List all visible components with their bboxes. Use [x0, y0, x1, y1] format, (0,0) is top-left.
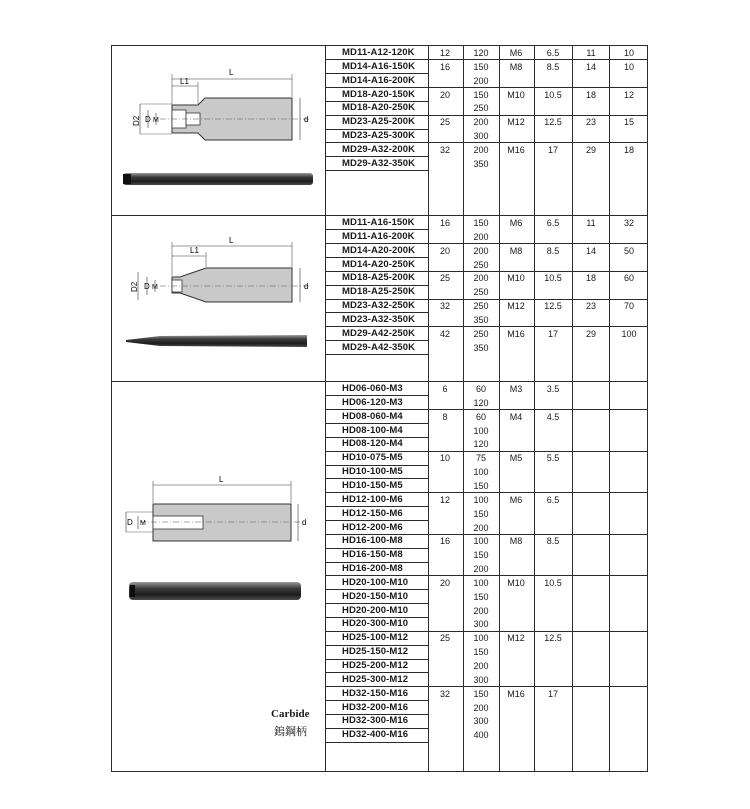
table-row-code: HD32-300-M16 — [342, 715, 409, 727]
table-cell-l: 200 — [473, 273, 489, 284]
table-row-code: MD18-A25-200K — [342, 272, 416, 284]
table-cell-d: 12 — [623, 89, 634, 100]
table-row-code: HD10-075-M5 — [342, 452, 403, 464]
table-cell-l1: 18 — [585, 273, 596, 284]
table-cell-l: 200 — [473, 117, 489, 128]
table-cell-d2: 17 — [547, 688, 558, 699]
table-cell-l1: 29 — [585, 144, 596, 155]
table-row-code: HD20-200-M10 — [342, 604, 409, 616]
table-cell-m: M8 — [509, 245, 523, 256]
table-row-code: HD32-200-M16 — [342, 701, 409, 713]
table-cell-l: 300 — [473, 131, 489, 142]
table-cell-l: 400 — [473, 730, 489, 741]
svg-text:d: d — [304, 115, 309, 124]
table-row-code: HD10-150-M5 — [342, 479, 403, 491]
diagram-md-a-k-large — [126, 236, 310, 347]
table-cell-d2: 10.5 — [544, 273, 562, 284]
table-cell-d2: 12.5 — [544, 301, 562, 312]
table-cell-l1: 11 — [586, 48, 596, 58]
table-cell-l: 350 — [473, 158, 489, 169]
material-caption: Carbide — [271, 708, 310, 720]
table-cell-d2: 8.5 — [546, 61, 560, 72]
table-row-code: MD11-A12-120K — [342, 47, 415, 58]
table-cell-l: 350 — [473, 314, 489, 325]
table-cell-d: 32 — [439, 688, 450, 699]
svg-text:M: M — [152, 284, 158, 291]
table-cell-m: M12 — [507, 117, 525, 128]
table-cell-l: 150 — [473, 508, 489, 519]
table-cell-d: 16 — [439, 61, 450, 72]
row-separator — [326, 742, 428, 743]
table-cell-d: 18 — [623, 144, 634, 155]
group-separator — [428, 87, 648, 88]
table-cell-d: 10 — [623, 48, 634, 58]
diagram-hd-carbide — [126, 475, 306, 600]
table-cell-l: 60 — [475, 411, 486, 422]
table-cell-d: 25 — [439, 633, 450, 644]
table-cell-m: M10 — [507, 89, 525, 100]
table-row-code: HD16-150-M8 — [342, 549, 403, 561]
table-cell-l: 150 — [473, 550, 489, 561]
table-row-code: HD08-060-M4 — [342, 410, 403, 422]
table-cell-d2: 12.5 — [544, 633, 562, 644]
table-cell-d2: 17 — [547, 144, 558, 155]
table-row-code: HD25-100-M12 — [342, 632, 409, 644]
table-cell-l1: 11 — [586, 218, 596, 228]
table-cell-l: 150 — [473, 61, 489, 72]
table-row-code: MD11-A16-200K — [342, 230, 415, 242]
table-cell-l: 200 — [473, 144, 489, 155]
svg-text:L1: L1 — [190, 246, 199, 255]
table-cell-l: 300 — [473, 716, 489, 727]
table-cell-d: 20 — [439, 577, 450, 588]
table-cell-l: 250 — [473, 259, 489, 270]
svg-text:M: M — [140, 520, 146, 527]
table-cell-l1: 23 — [585, 301, 596, 312]
table-cell-m: M6 — [509, 494, 523, 505]
table-row-code: HD32-150-M16 — [342, 687, 409, 699]
table-cell-d2: 6.5 — [546, 218, 560, 228]
table-cell-l: 250 — [473, 287, 489, 298]
table-cell-d: 6 — [442, 384, 448, 394]
table-cell-d2: 6.5 — [546, 494, 560, 505]
table-row-code: HD06-120-M3 — [342, 396, 403, 408]
svg-text:D2: D2 — [132, 115, 141, 126]
table-cell-l: 150 — [473, 647, 489, 658]
table-cell-m: M6 — [509, 48, 523, 58]
table-cell-m: M16 — [507, 328, 525, 339]
table-cell-l: 250 — [473, 328, 489, 339]
svg-text:L: L — [229, 236, 234, 245]
table-cell-d2: 6.5 — [546, 48, 560, 58]
table-cell-l: 120 — [473, 439, 489, 450]
table-cell-m: M5 — [509, 453, 523, 464]
svg-text:M: M — [153, 117, 159, 124]
group-separator — [428, 243, 648, 244]
table-cell-l: 60 — [475, 384, 486, 394]
table-cell-l: 120 — [473, 397, 489, 408]
row-separator — [326, 170, 428, 171]
table-row-code: HD06-060-M3 — [342, 383, 403, 394]
row-separator — [326, 354, 428, 355]
svg-text:D: D — [127, 518, 133, 527]
table-cell-d2: 5.5 — [546, 453, 560, 464]
table-cell-l: 150 — [473, 688, 489, 699]
table-row-code: MD29-A42-250K — [342, 327, 416, 339]
table-cell-d: 32 — [623, 218, 634, 228]
table-cell-l: 150 — [473, 218, 489, 228]
table-cell-m: M12 — [507, 301, 525, 312]
table-cell-d: 20 — [439, 89, 450, 100]
table-cell-d: 25 — [439, 117, 450, 128]
table-cell-m: M3 — [509, 384, 523, 394]
table-cell-d: 12 — [439, 494, 450, 505]
table-cell-l: 120 — [473, 48, 489, 58]
group-separator — [428, 115, 648, 116]
table-cell-m: M8 — [509, 61, 523, 72]
table-cell-m: M12 — [507, 633, 525, 644]
table-row-code: HD32-400-M16 — [342, 729, 409, 741]
table-row-code: HD16-200-M8 — [342, 563, 403, 575]
table-cell-l: 200 — [473, 245, 489, 256]
table-cell-d2: 4.5 — [546, 411, 560, 422]
table-cell-d: 25 — [439, 273, 450, 284]
table-row-code: HD08-100-M4 — [342, 424, 403, 436]
table-cell-d: 12 — [439, 48, 450, 58]
table-row-code: MD14-A20-200K — [342, 244, 416, 256]
table-cell-l: 200 — [473, 661, 489, 671]
table-cell-l: 200 — [473, 605, 489, 616]
group-separator — [428, 534, 648, 535]
group-separator — [428, 686, 648, 687]
group-separator — [428, 326, 648, 327]
group-separator — [428, 59, 648, 60]
table-cell-l: 200 — [473, 231, 489, 242]
table-cell-l1: 18 — [585, 89, 596, 100]
table-row-code: MD18-A20-250K — [342, 102, 416, 114]
table-cell-d: 15 — [623, 117, 634, 128]
table-cell-l: 200 — [473, 75, 489, 86]
group-separator — [428, 409, 648, 410]
table-row-code: MD23-A25-200K — [342, 116, 416, 128]
table-cell-m: M10 — [507, 273, 525, 284]
table-row-code: HD12-200-M6 — [342, 521, 403, 533]
svg-text:L1: L1 — [180, 77, 189, 86]
svg-text:D: D — [144, 282, 150, 291]
table-cell-l: 150 — [473, 591, 489, 602]
table-row-code: MD18-A25-250K — [342, 286, 416, 298]
table-row-code: HD08-120-M4 — [342, 438, 403, 450]
table-cell-d: 8 — [442, 411, 448, 422]
table-cell-m: M6 — [509, 218, 523, 228]
group-separator — [428, 575, 648, 576]
table-row-code: HD25-300-M12 — [342, 673, 409, 685]
table-cell-l: 100 — [473, 633, 489, 644]
table-cell-l: 150 — [473, 89, 489, 100]
table-cell-d2: 8.5 — [546, 536, 560, 547]
table-row-code: MD18-A20-150K — [342, 88, 416, 100]
table-cell-l: 200 — [473, 522, 489, 533]
table-cell-l: 100 — [473, 577, 489, 588]
table-cell-d: 16 — [439, 218, 450, 228]
table-row-code: HD12-100-M6 — [342, 493, 403, 505]
group-separator — [428, 142, 648, 143]
table-cell-d: 70 — [623, 301, 634, 312]
table-cell-l: 250 — [473, 103, 489, 114]
table-cell-l: 300 — [473, 619, 489, 630]
table-cell-l1: 14 — [585, 61, 596, 72]
group-separator — [428, 271, 648, 272]
table-cell-l1: 14 — [585, 245, 596, 256]
material-caption-zh: 鎢鋼柄 — [274, 726, 307, 738]
table-cell-l: 200 — [473, 702, 489, 713]
table-cell-d: 32 — [439, 144, 450, 155]
group-separator — [428, 492, 648, 493]
svg-text:d: d — [304, 282, 309, 291]
table-cell-m: M10 — [507, 577, 525, 588]
table-cell-l: 100 — [473, 536, 489, 547]
table-cell-d: 50 — [623, 245, 634, 256]
group-separator — [428, 451, 648, 452]
table-cell-l: 200 — [473, 564, 489, 575]
table-cell-d2: 3.5 — [546, 384, 560, 394]
table-cell-d: 100 — [621, 328, 637, 339]
svg-text:D: D — [145, 115, 151, 124]
svg-text:d: d — [302, 518, 307, 527]
table-row-code: MD29-A32-350K — [342, 157, 416, 169]
group-separator — [428, 631, 648, 632]
table-row-code: MD29-A42-350K — [342, 341, 416, 353]
table-cell-m: M4 — [509, 411, 523, 422]
table-cell-l1: 23 — [585, 117, 596, 128]
table-cell-d: 10 — [623, 61, 634, 72]
table-row-code: MD14-A20-250K — [342, 258, 416, 270]
table-cell-l: 100 — [473, 494, 489, 505]
table-row-code: MD23-A32-350K — [342, 313, 416, 325]
table-row-code: HD16-100-M8 — [342, 535, 403, 547]
svg-text:L: L — [219, 475, 224, 484]
table-cell-d2: 17 — [547, 328, 558, 339]
table-row-code: MD14-A16-200K — [342, 74, 416, 86]
table-cell-d2: 10.5 — [544, 89, 562, 100]
table-cell-m: M16 — [507, 144, 525, 155]
table-cell-d: 16 — [439, 536, 450, 547]
table-cell-d2: 10.5 — [544, 577, 562, 588]
table-cell-d2: 12.5 — [544, 117, 562, 128]
table-row-code: HD10-100-M5 — [342, 466, 403, 478]
svg-text:L: L — [229, 68, 234, 77]
table-cell-l: 350 — [473, 342, 489, 353]
table-cell-l: 300 — [473, 674, 489, 685]
table-cell-d: 10 — [439, 453, 450, 464]
table-row-code: HD12-150-M6 — [342, 507, 403, 519]
table-row-code: HD20-300-M10 — [342, 618, 409, 630]
table-row-code: MD29-A32-200K — [342, 143, 416, 155]
table-cell-d: 60 — [623, 273, 634, 284]
table-cell-l1: 29 — [585, 328, 596, 339]
table-cell-d2: 8.5 — [546, 245, 560, 256]
table-row-code: MD11-A16-150K — [342, 217, 415, 228]
table-row-code: MD23-A25-300K — [342, 130, 416, 142]
table-row-code: HD25-150-M12 — [342, 646, 409, 658]
diagram-md-a-k — [123, 68, 313, 185]
table-cell-m: M16 — [507, 688, 525, 699]
table-row-code: HD20-100-M10 — [342, 576, 409, 588]
table-cell-d: 20 — [439, 245, 450, 256]
table-cell-m: M8 — [509, 536, 523, 547]
table-row-code: HD25-200-M12 — [342, 660, 409, 671]
table-cell-d: 32 — [439, 301, 450, 312]
table-cell-l: 100 — [473, 467, 489, 478]
svg-text:D2: D2 — [130, 281, 139, 292]
table-cell-l: 75 — [475, 453, 486, 464]
section-divider — [111, 381, 648, 382]
table-row-code: MD23-A32-250K — [342, 300, 416, 312]
table-cell-l: 250 — [473, 301, 489, 312]
table-cell-l: 100 — [473, 425, 489, 436]
table-row-code: HD20-150-M10 — [342, 590, 409, 602]
table-row-code: MD14-A16-150K — [342, 60, 416, 72]
section-divider — [111, 215, 648, 216]
table-cell-l: 150 — [473, 480, 489, 491]
table-cell-d: 42 — [439, 328, 450, 339]
group-separator — [428, 299, 648, 300]
